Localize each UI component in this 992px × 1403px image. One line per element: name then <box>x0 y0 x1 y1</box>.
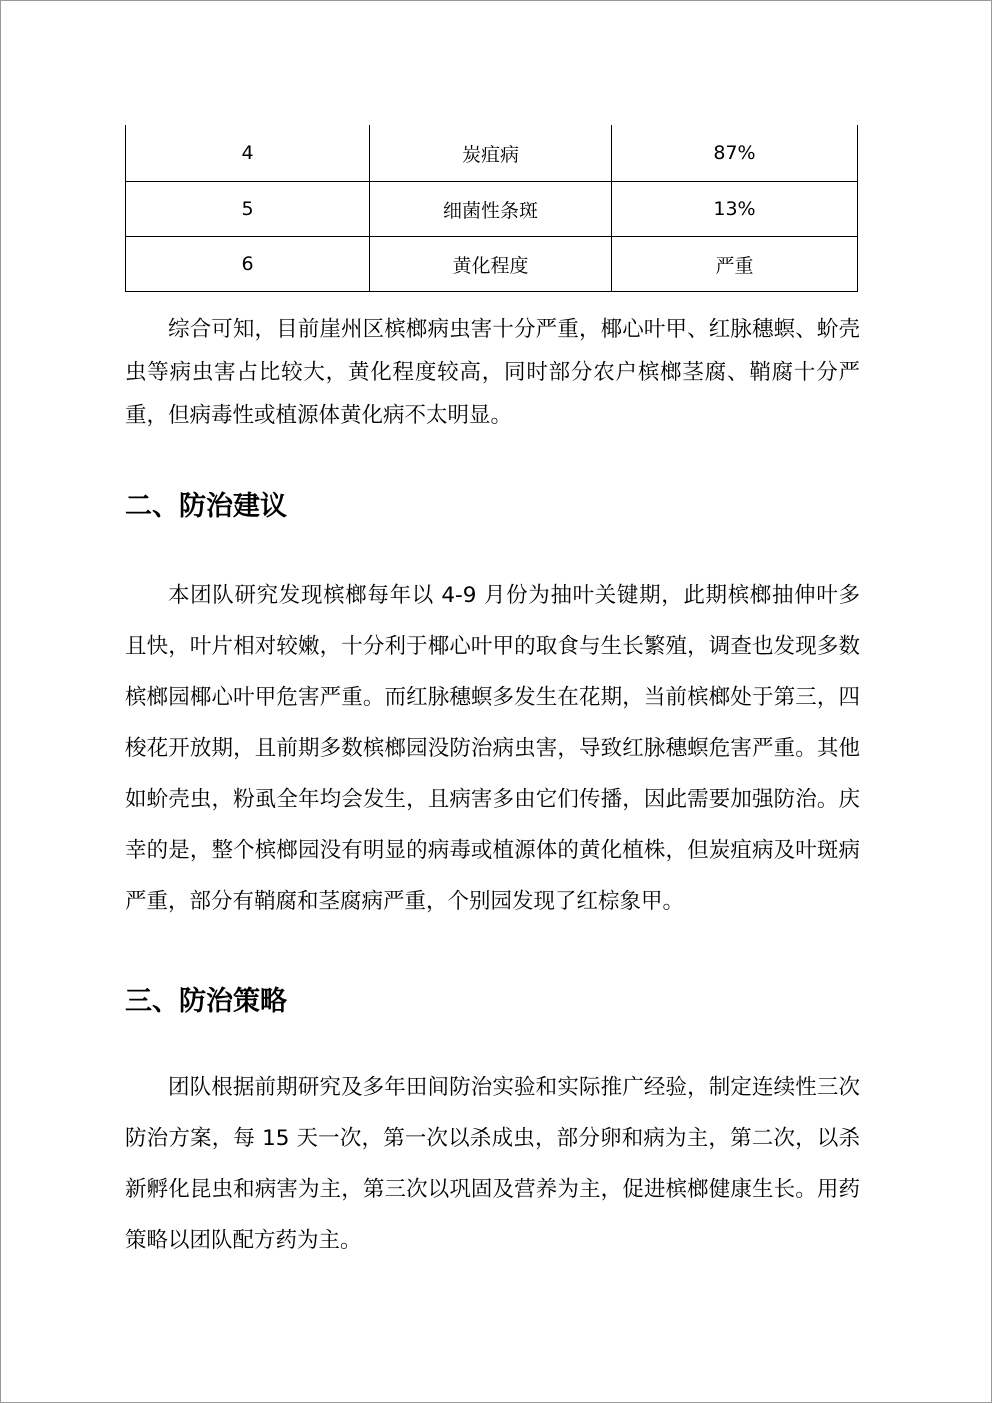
row-item-cell: 黄化程度 <box>370 237 612 292</box>
row-value-cell: 13% <box>612 182 858 237</box>
row-item-cell: 细菌性条斑 <box>370 182 612 237</box>
table-row <box>126 182 858 237</box>
row-index-cell: 5 <box>126 182 370 237</box>
section-heading-recommendations: 二、防治建议 <box>125 491 287 522</box>
row-index-cell: 6 <box>126 237 370 292</box>
table-row <box>126 237 858 292</box>
summary-paragraph: 综合可知，目前崖州区槟榔病虫害十分严重，椰心叶甲、红脉穗螟、蚧壳虫等病虫害占比较大，黄化程度较高，同时部分农户槟榔茎腐、鞘腐十分严重，但病毒性或植源体黄化病不太明显。 <box>125 317 860 428</box>
row-item-cell: 炭疽病 <box>370 125 612 182</box>
survey-results-table <box>125 125 858 292</box>
table-row <box>126 125 858 182</box>
row-index-cell: 4 <box>126 125 370 182</box>
section-heading-strategy: 三、防治策略 <box>125 986 287 1017</box>
strategy-paragraph: 团队根据前期研究及多年田间防治实验和实际推广经验，制定连续性三次防治方案，每 15 天一次，第一次以杀成虫，部分卵和病为主，第二次，以杀新孵化昆虫和病害为主，第三次以巩固及营养为主，促进槟榔健康生长。用药策略以团队配方药为主。 <box>125 1075 860 1253</box>
row-value-cell: 87% <box>612 125 858 182</box>
recommendations-paragraph: 本团队研究发现槟榔每年以 4-9 月份为抽叶关键期，此期槟榔抽伸叶多且快，叶片相对较嫩，十分利于椰心叶甲的取食与生长繁殖，调查也发现多数槟榔园椰心叶甲危害严重。而红脉穗螟多发生在花期，当前槟榔处于第三，四梭花开放期，且前期多数槟榔园没防治病虫害，导致红脉穗螟危害严重。其他如蚧壳虫，粉虱全年均会发生，且病害多由它们传播，因此需要加强防治。庆幸的是，整个槟榔园没有明显的病毒或植源体的黄化植株，但炭疽病及叶斑病严重，部分有鞘腐和茎腐病严重，个别园发现了红棕象甲。 <box>125 583 860 914</box>
row-value-cell: 严重 <box>612 237 858 292</box>
